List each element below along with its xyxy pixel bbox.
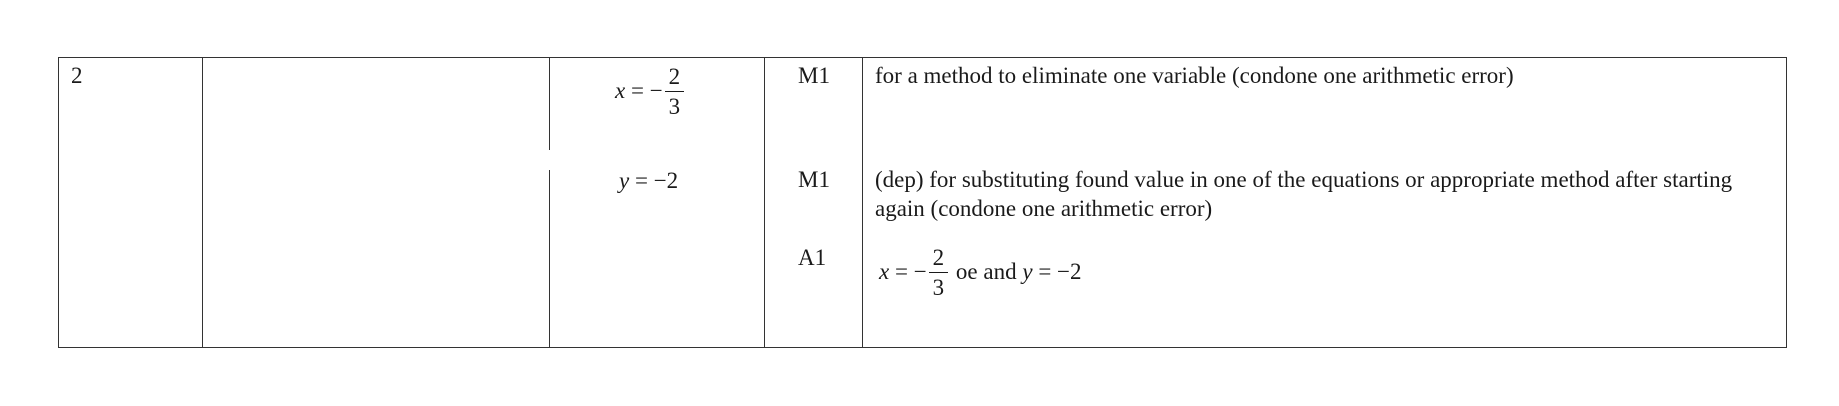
final-x-numerator: 2 (932, 245, 945, 270)
guidance-1: for a method to eliminate one variable (condone one arithmetic error) (875, 63, 1514, 88)
answer-y-value: = −2 (634, 168, 679, 193)
final-connector: oe and (955, 258, 1017, 284)
answer-x-sign: = − (630, 77, 663, 103)
final-x-denominator: 3 (929, 272, 949, 303)
column-divider (549, 58, 550, 150)
question-number: 2 (71, 63, 83, 88)
guidance-final-answer (879, 244, 1082, 303)
final-x-sign: = − (894, 258, 927, 284)
final-x-var: x (879, 258, 890, 284)
answer-x (615, 63, 686, 122)
mark-1: M1 (798, 63, 830, 88)
answer-y (619, 166, 678, 195)
answer-x-denominator: 3 (665, 91, 685, 122)
answer-x-fraction (665, 63, 685, 122)
mark-3: A1 (798, 245, 827, 270)
answer-x-var: x (615, 77, 626, 103)
final-x-fraction (929, 244, 949, 303)
mark-scheme-table (58, 57, 1787, 348)
answer-y-var: y (619, 168, 630, 193)
column-divider (549, 170, 550, 347)
column-divider (202, 58, 203, 347)
column-divider (764, 58, 765, 347)
answer-x-numerator: 2 (668, 64, 681, 89)
final-y-var: y (1022, 258, 1033, 284)
final-y-value: = −2 (1038, 258, 1082, 284)
mark-2: M1 (798, 167, 830, 192)
column-divider (862, 58, 863, 347)
guidance-2: (dep) for substituting found value in one of the equations or appropriate method after starting again (condone one arithmetic error) (875, 167, 1733, 221)
